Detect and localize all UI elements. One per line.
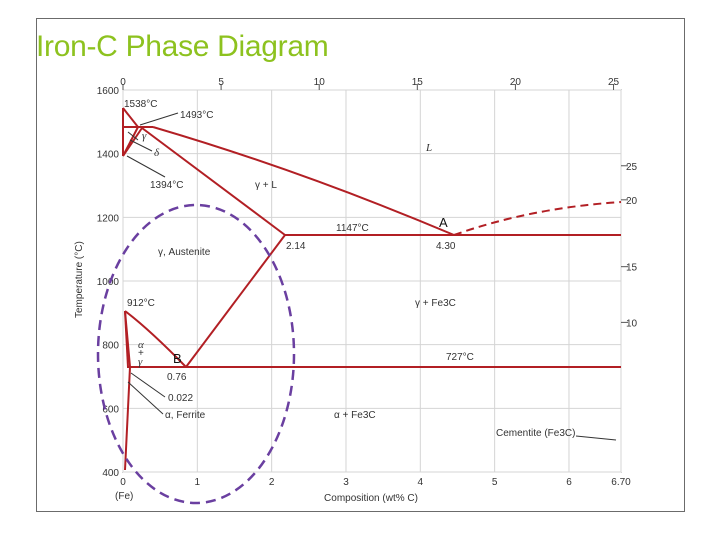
y-tick-label: 1400 (96, 149, 119, 161)
gamma-delta-boundary (123, 128, 142, 156)
right-tick-label: 25 (626, 161, 638, 173)
leader-1493 (140, 113, 178, 125)
y-tick-label: 800 (102, 340, 119, 352)
axis-ticks (97, 77, 638, 488)
x-tick-label: 5 (491, 477, 498, 488)
phase-ferrite: α, Ferrite (165, 410, 206, 421)
label-727: 727°C (446, 352, 474, 363)
phase-gamma-cementite: γ + Fe3C (415, 298, 456, 309)
y-tick-label: 1200 (96, 213, 119, 225)
phase-gamma-liquid: γ + L (255, 180, 277, 191)
phase-plus: + (138, 348, 144, 359)
right-tick-label: 15 (626, 262, 638, 274)
x-tick-label: 6 (566, 477, 572, 488)
label-1394: 1394°C (150, 180, 184, 191)
phase-alpha-cementite: α + Fe3C (334, 410, 376, 421)
label-076: 0.76 (167, 372, 187, 383)
label-430: 4.30 (436, 241, 456, 252)
label-912: 912°C (127, 298, 155, 309)
liquidus-left (123, 108, 138, 127)
leader-delta (130, 140, 152, 151)
phase-gamma-small: γ (142, 130, 147, 142)
x-tick-label: 1 (194, 477, 201, 488)
label-214: 2.14 (286, 241, 306, 252)
label-1493: 1493°C (180, 110, 214, 121)
y-axis-title: Temperature (°C) (74, 241, 85, 318)
x-tick-label: 4 (417, 477, 424, 488)
liquidus-hypereutectic (454, 202, 621, 235)
leader-ferrite (128, 382, 163, 414)
phase-delta: δ (154, 147, 160, 159)
phase-gamma-region: γ (138, 356, 143, 368)
phase-liquid: L (426, 142, 433, 154)
right-tick-label: 10 (626, 318, 638, 330)
leader-cementite (576, 436, 616, 440)
label-1538: 1538°C (124, 99, 158, 110)
x-tick-label: 2 (268, 477, 275, 488)
leader-lines (127, 113, 616, 440)
y-tick-label: 1600 (96, 86, 119, 97)
point-marker-b: B (173, 351, 182, 366)
leader-1394 (127, 156, 165, 177)
phase-austenite: γ, Austenite (158, 247, 211, 258)
right-tick-label: 20 (626, 195, 638, 207)
top-tick-label: 5 (218, 77, 224, 88)
x-tick-label: 0 (120, 477, 126, 488)
top-tick-label: 0 (120, 77, 126, 88)
top-tick-label: 20 (509, 77, 521, 88)
y-tick-label: 1000 (96, 277, 119, 288)
x-tick-label: 3 (343, 477, 349, 488)
top-tick-label: 10 (313, 77, 325, 88)
label-0022: 0.022 (168, 393, 194, 404)
point-marker-a: A (439, 215, 448, 230)
x-axis-origin-label: (Fe) (115, 491, 134, 502)
leader-0022 (131, 373, 165, 397)
liquidus-line (153, 127, 454, 235)
y-tick-label: 600 (102, 404, 119, 416)
y-tick-label: 400 (102, 468, 119, 479)
phase-cementite: Cementite (Fe3C) (496, 428, 576, 439)
x-axis-title: Composition (wt% C) (324, 493, 418, 504)
slide-title: Iron-C Phase Diagram (36, 30, 329, 63)
label-1147: 1147°C (336, 223, 369, 234)
x-tick-label: 6.70 (611, 477, 631, 488)
phase-alpha: α (138, 339, 144, 351)
top-tick-label: 25 (607, 77, 620, 88)
top-tick-label: 15 (411, 77, 423, 88)
